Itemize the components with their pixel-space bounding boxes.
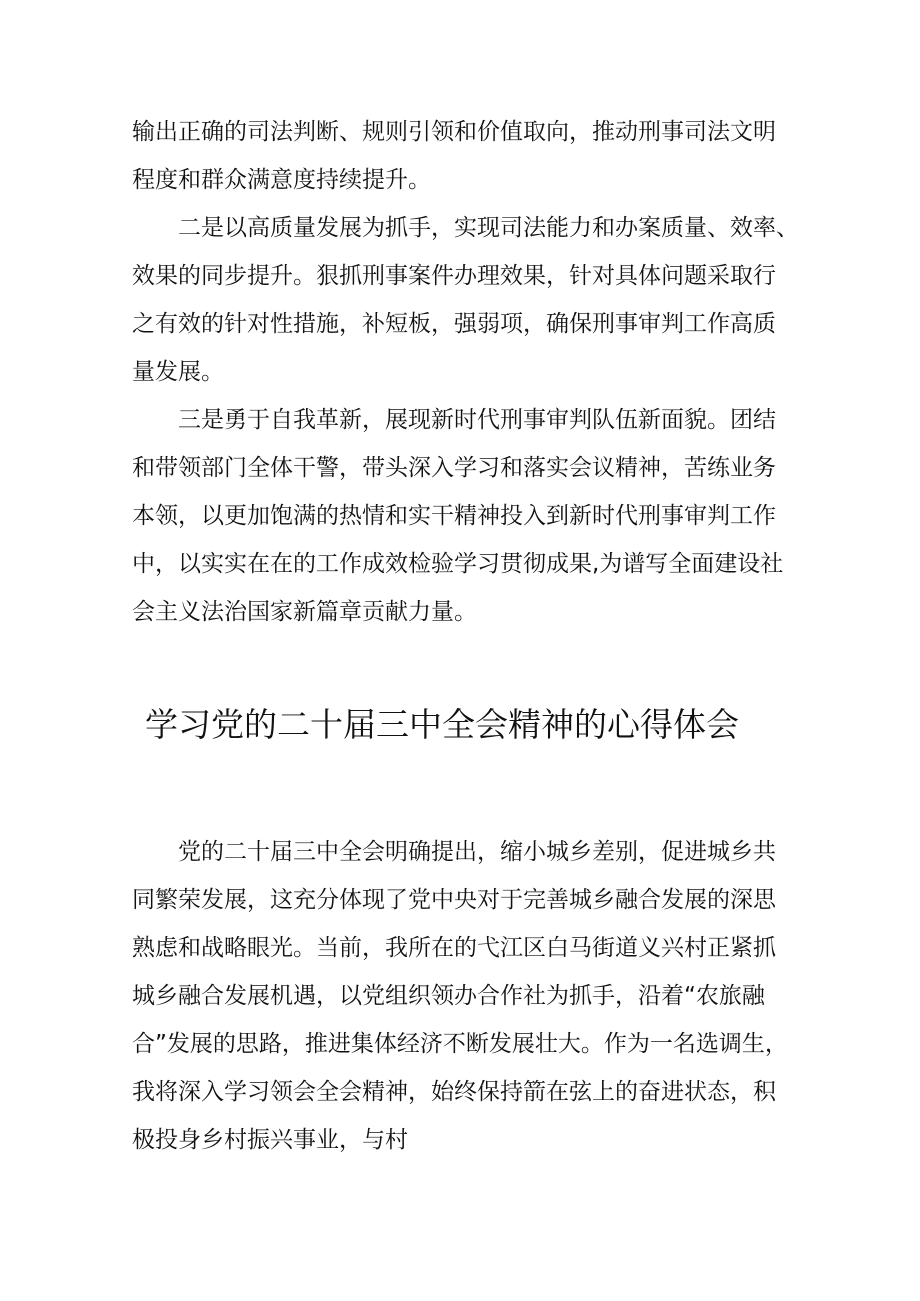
paragraph-line: 党的二十届三中全会明确提出，缩小城乡差别，促进城乡共 xyxy=(132,839,776,865)
paragraph-line: 同繁荣发展，这充分体现了党中央对于完善城乡融合发展的深思 xyxy=(132,887,776,913)
section-heading: 学习党的二十届三中全会精神的心得体会 xyxy=(145,705,739,744)
paragraph-line: 量发展。 xyxy=(132,359,224,385)
paragraph-line: 极投身乡村振兴事业，与村 xyxy=(132,1127,408,1153)
paragraph-line: 城乡融合发展机遇，以党组织领办合作社为抓手，沿着“农旅融 xyxy=(132,983,765,1009)
paragraph-line: 熟虑和战略眼光。当前，我所在的弋江区白马街道义兴村正紧抓 xyxy=(132,935,776,961)
paragraph-3 xyxy=(132,396,794,636)
paragraph-line: 三是勇于自我革新，展现新时代刑事审判队伍新面貌。团结 xyxy=(132,407,776,433)
paragraph-line: 合”发展的思路，推进集体经济不断发展壮大。作为一名选调生， xyxy=(132,1031,788,1057)
paragraph-line: 之有效的针对性措施，补短板，强弱项，确保刑事审判工作高质 xyxy=(132,311,776,337)
paragraph-line: 本领，以更加饱满的热情和实干精神投入到新时代刑事审判工作 xyxy=(132,503,776,529)
paragraph-4 xyxy=(132,828,794,1164)
paragraph-1 xyxy=(132,108,794,204)
paragraph-line: 效果的同步提升。狠抓刑事案件办理效果，针对具体问题采取行 xyxy=(132,263,776,289)
paragraph-line: 输出正确的司法判断、规则引领和价值取向，推动刑事司法文明 xyxy=(132,119,776,145)
paragraph-line: 和带领部门全体干警，带头深入学习和落实会议精神，苦练业务 xyxy=(132,455,776,481)
paragraph-line: 二是以高质量发展为抓手，实现司法能力和办案质量、效率、 xyxy=(132,215,799,241)
paragraph-line: 中，以实实在在的工作成效检验学习贯彻成果,为谱写全面建设社 xyxy=(132,551,784,577)
paragraph-line: 会主义法治国家新篇章贡献力量。 xyxy=(132,599,477,625)
paragraph-2 xyxy=(132,204,799,396)
paragraph-line: 程度和群众满意度持续提升。 xyxy=(132,167,431,193)
paragraph-line: 我将深入学习领会全会精神，始终保持箭在弦上的奋进状态，积 xyxy=(132,1079,776,1105)
